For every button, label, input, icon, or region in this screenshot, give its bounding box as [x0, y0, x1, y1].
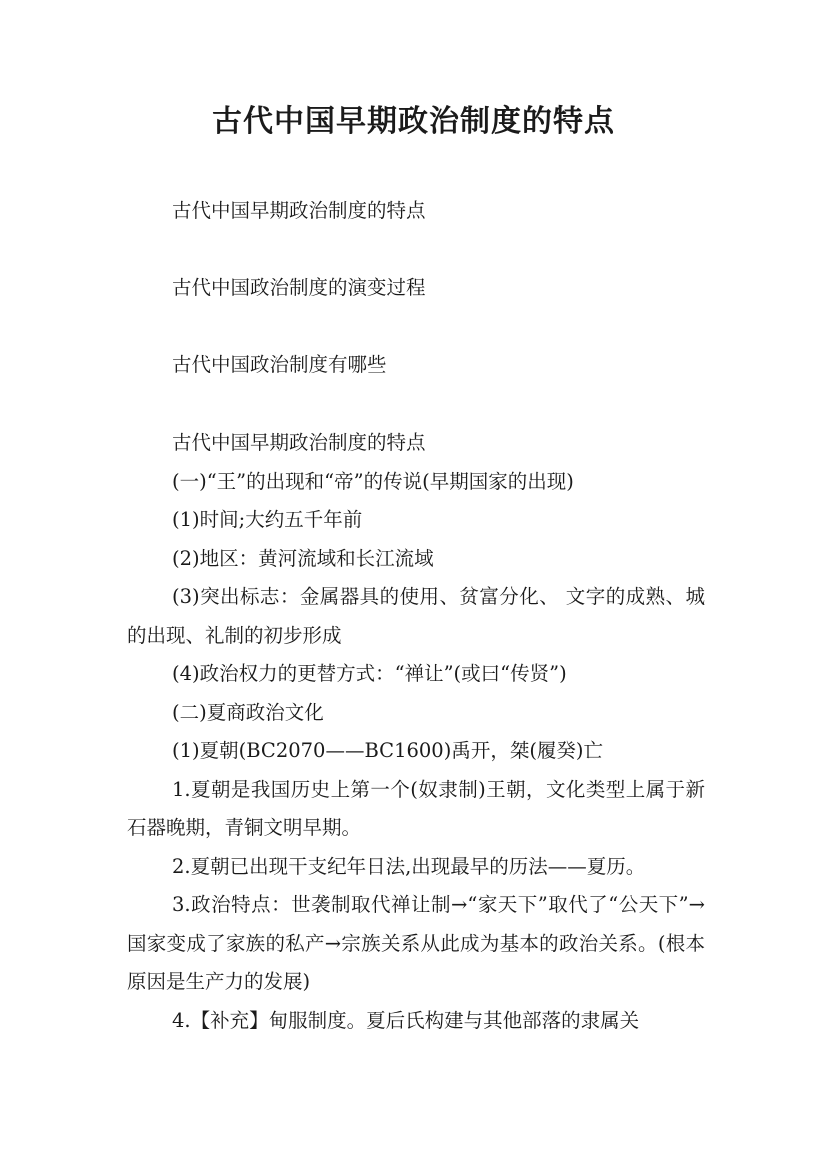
- section-heading: 古代中国早期政治制度的特点: [172, 431, 426, 454]
- paragraph: 2.夏朝已出现干支纪年日法,出现最早的历法——夏历。: [172, 854, 646, 878]
- paragraph: (二)夏商政治文化: [172, 700, 324, 724]
- paragraph: 4.【补充】甸服制度。夏后氏构建与其他部落的隶属关: [172, 1008, 640, 1032]
- paragraph: (1)夏朝(BC2070——BC1600)禹开，桀(履癸)亡: [172, 739, 604, 762]
- toc-item-1: 古代中国早期政治制度的特点: [172, 199, 426, 222]
- paragraph: (一)“王”的出现和“帝”的传说(早期国家的出现): [172, 469, 574, 493]
- paragraph: 1.夏朝是我国历史上第一个(奴隶制)王朝，文化类型上属于新石器晚期，青铜文明早期。: [127, 777, 705, 839]
- paragraph: (1)时间;大约五千年前: [172, 508, 363, 531]
- paragraph: (4)政治权力的更替方式：“禅让”(或曰“传贤”): [172, 662, 567, 685]
- document-title: 古代中国早期政治制度的特点: [212, 104, 615, 139]
- toc-item-2: 古代中国政治制度的演变过程: [172, 276, 426, 299]
- paragraph: (3)突出标志：金属器具的使用、贫富分化、 文字的成熟、城的出现、礼制的初步形成: [127, 585, 705, 647]
- document-body: [127, 424, 705, 1040]
- paragraph: (2)地区：黄河流域和长江流域: [172, 546, 434, 570]
- toc-item-3: 古代中国政治制度有哪些: [172, 353, 387, 376]
- paragraph: 3.政治特点：世袭制取代禅让制→“家天下”取代了“公天下”→国家变成了家族的私产→宗族关系从此成为基本的政治关系。(根本原因是生产力的发展): [127, 893, 705, 993]
